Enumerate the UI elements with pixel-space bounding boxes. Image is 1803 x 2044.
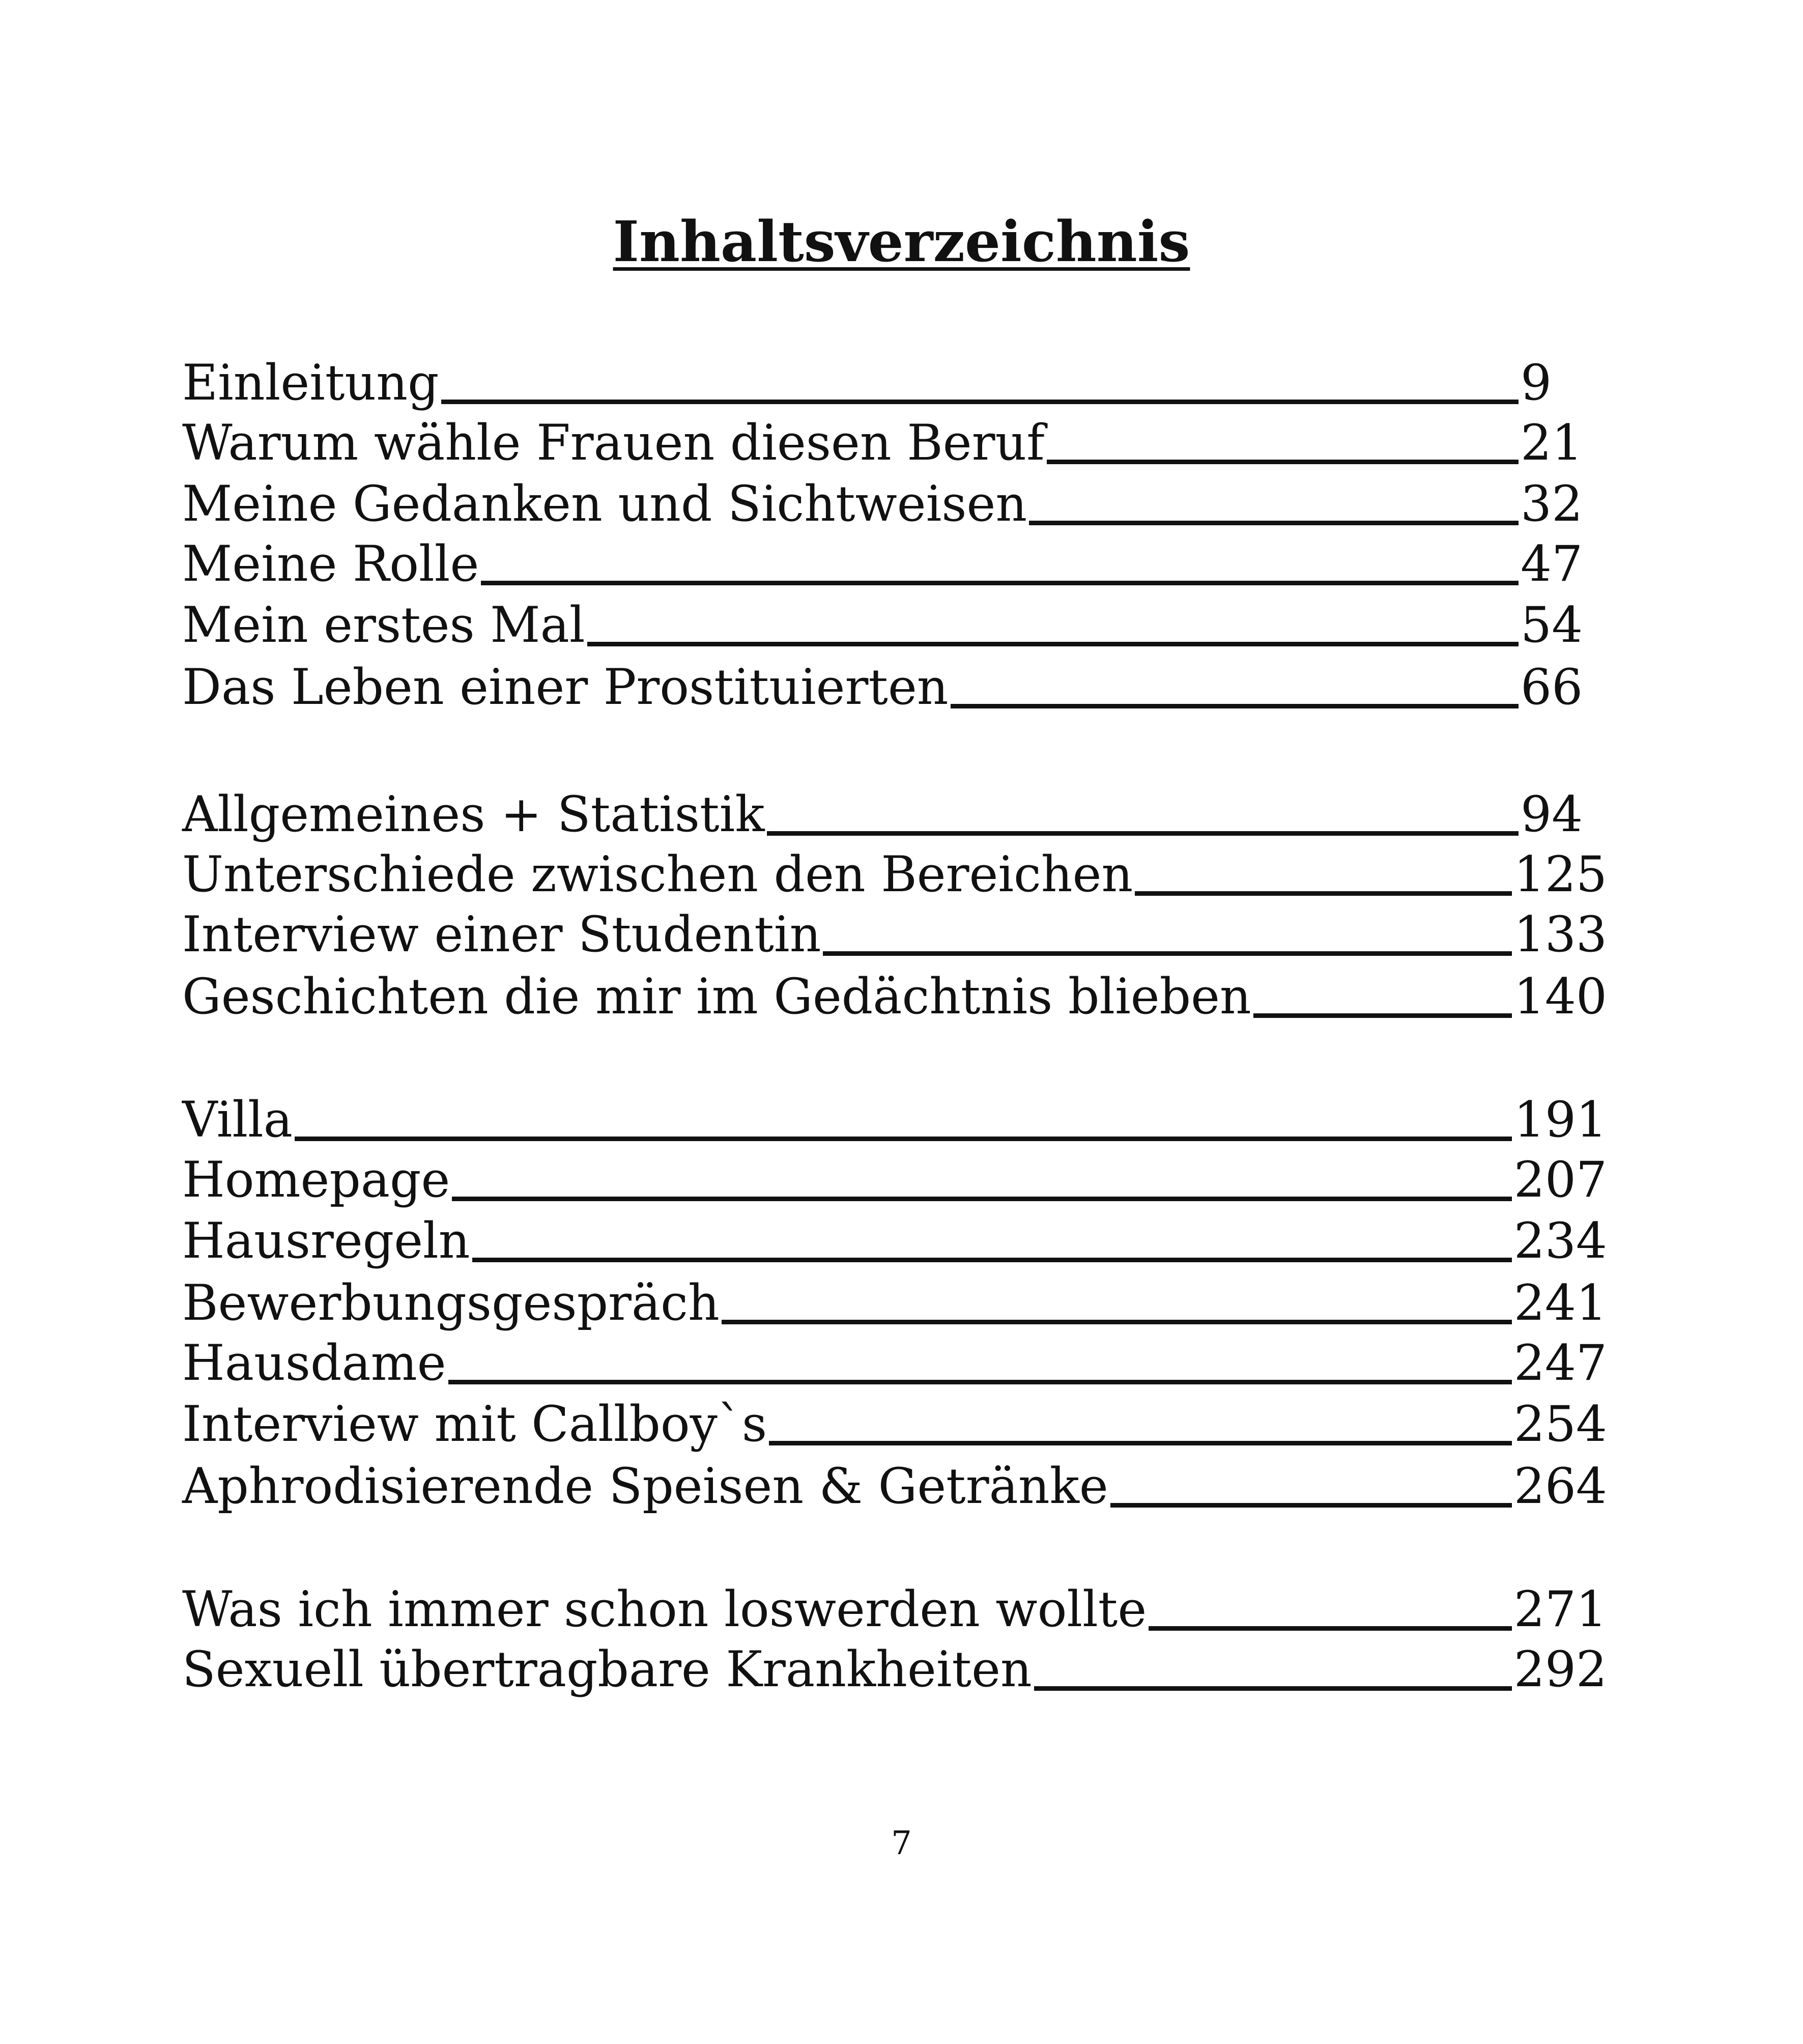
toc-leader-line — [295, 1137, 1512, 1141]
toc-entry-label: Interview einer Studentin — [182, 906, 821, 963]
toc-entry — [182, 960, 1607, 1025]
toc-entry-label: Hausregeln — [182, 1212, 470, 1269]
toc-leader-line — [1135, 891, 1512, 896]
toc-entry-page: 247 — [1513, 1335, 1607, 1392]
toc-leader-line — [769, 1441, 1512, 1445]
toc-entry — [182, 1633, 1607, 1698]
toc-entry-page: 133 — [1513, 906, 1607, 963]
toc-leader-line — [1029, 521, 1519, 525]
toc-leader-line — [448, 1380, 1512, 1384]
toc-leader-line — [452, 1197, 1511, 1201]
toc-entry-page: 47 — [1521, 535, 1583, 592]
toc-entry-page: 234 — [1513, 1212, 1607, 1269]
toc-entry-page: 140 — [1513, 968, 1607, 1025]
toc-entry — [182, 1204, 1607, 1269]
toc-leader-line — [1047, 460, 1519, 464]
toc-entry — [182, 527, 1607, 592]
toc-entry-page: 191 — [1513, 1091, 1607, 1148]
toc-entry-label: Homepage — [182, 1151, 450, 1208]
toc-leader-line — [951, 704, 1519, 708]
toc-entry — [182, 1083, 1607, 1148]
toc-entry — [182, 588, 1607, 654]
toc-entry-label: Unterschiede zwischen den Bereichen — [182, 846, 1133, 903]
toc-leader-line — [1253, 1013, 1512, 1018]
toc-entry-label: Meine Gedanken und Sichtweisen — [182, 475, 1027, 532]
toc-entry-label: Mein erstes Mal — [182, 597, 585, 654]
toc-entry-label: Das Leben einer Prostituierten — [182, 659, 949, 716]
toc-entry-page: 264 — [1513, 1458, 1607, 1515]
toc-entry-label: Bewerbungsgespräch — [182, 1274, 720, 1331]
toc-leader-line — [722, 1320, 1512, 1324]
toc-entry-label: Interview mit Callboy`s — [182, 1396, 767, 1453]
toc-entry-page: 21 — [1521, 414, 1583, 471]
toc-leader-line — [823, 951, 1511, 956]
toc-entry-page: 125 — [1513, 846, 1607, 903]
toc-entry-page: 66 — [1521, 659, 1583, 716]
toc-entry-label: Meine Rolle — [182, 535, 479, 592]
toc-entry-page: 292 — [1513, 1641, 1607, 1698]
toc-entry-label: Hausdame — [182, 1335, 446, 1392]
toc-entry — [182, 467, 1607, 532]
toc-entry-page: 271 — [1513, 1581, 1607, 1638]
toc-entry-page: 207 — [1513, 1151, 1607, 1208]
toc-leader-line — [767, 831, 1519, 836]
toc-entry-label: Geschichten die mir im Gedächtnis blieben — [182, 968, 1251, 1025]
toc-leader-line — [1149, 1626, 1512, 1631]
toc-entry — [182, 406, 1607, 471]
toc-entry-page: 254 — [1513, 1396, 1607, 1453]
toc-entry-label: Was ich immer schon loswerden wollte — [182, 1581, 1147, 1638]
toc-leader-line — [1034, 1686, 1512, 1691]
toc-entry — [182, 650, 1607, 716]
toc-entry-label: Villa — [182, 1091, 293, 1148]
toc-entry — [182, 1387, 1607, 1453]
toc-entry-page: 241 — [1513, 1274, 1607, 1331]
toc-entry-page: 32 — [1521, 475, 1583, 532]
toc-entry-label: Sexuell übertragbare Krankheiten — [182, 1641, 1032, 1698]
toc-entry — [182, 1326, 1607, 1392]
toc-leader-line — [481, 581, 1519, 585]
toc-entry-label: Einleitung — [182, 354, 439, 411]
page-title: Inhaltsverzeichnis — [613, 209, 1190, 274]
toc-entry-page: 94 — [1521, 786, 1583, 843]
toc-entry — [182, 1450, 1607, 1515]
toc-entry — [182, 838, 1607, 903]
toc-entry — [182, 1266, 1607, 1331]
toc-entry-label: Warum wähle Frauen diesen Beruf — [182, 414, 1045, 471]
toc-entry-page: 9 — [1521, 354, 1552, 411]
toc-leader-line — [472, 1258, 1512, 1262]
toc-entry — [182, 898, 1607, 963]
toc-leader-line — [441, 400, 1519, 404]
toc-entry-label: Aphrodisierende Speisen & Getränke — [182, 1458, 1108, 1515]
toc-entry — [182, 778, 1607, 843]
toc-leader-line — [587, 642, 1519, 646]
toc-leader-line — [1110, 1503, 1512, 1508]
toc-entry-label: Allgemeines + Statistik — [182, 786, 765, 843]
page-number: 7 — [891, 1825, 912, 1862]
toc-entry — [182, 1573, 1607, 1638]
toc-entry-page: 54 — [1521, 597, 1583, 654]
toc-entry — [182, 1143, 1607, 1208]
toc-entry — [182, 346, 1607, 411]
